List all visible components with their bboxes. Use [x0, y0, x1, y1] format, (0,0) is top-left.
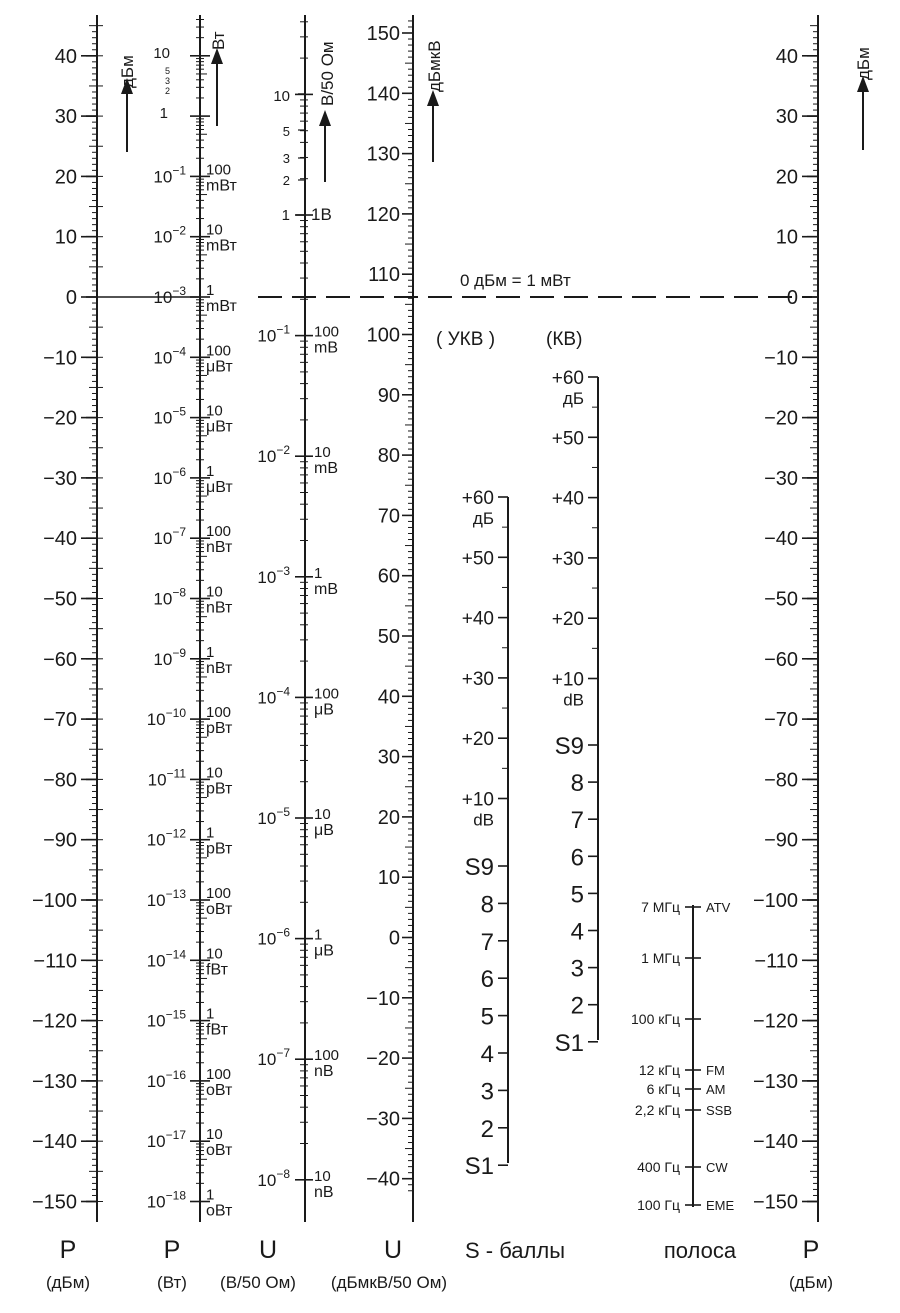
watt-unit-top: 100: [206, 342, 232, 360]
dbm-left-label: −150: [31, 1191, 77, 1214]
watt-unit-label: Вт: [209, 31, 228, 50]
band-mode-label: AM: [706, 1082, 726, 1097]
footer-p-w: P: [163, 1236, 181, 1264]
watt-power-label: $10^{-10}$: [146, 706, 186, 730]
dbuv-label: 70: [377, 505, 400, 528]
dbuv-label: 100: [366, 324, 400, 347]
watt-unit-top: 1: [206, 1005, 215, 1023]
footer-u-dbuv: U: [383, 1236, 403, 1264]
watt-unit-bottom: μВт: [206, 358, 233, 376]
s-vhf-header: ( УКВ ): [436, 329, 496, 350]
footer-u-v-unit: (В/50 Ом): [220, 1273, 296, 1292]
s-hf-db-label: +30: [551, 548, 584, 570]
s-meter-vhf: [462, 488, 508, 1180]
watt-power-label: $10^{-12}$: [146, 826, 186, 850]
band-freq-label: 2,2 кГц: [634, 1102, 680, 1118]
footer-s-points: S - баллы: [464, 1238, 566, 1263]
dbuv-label: 90: [377, 384, 400, 407]
volt-unit-bottom: mB: [314, 580, 338, 598]
watt-power-label: $10^{-15}$: [146, 1007, 186, 1031]
watt-top-3: 3: [164, 76, 170, 86]
dbm-left-label: 30: [54, 106, 77, 129]
volt-unit-label: В/50 Ом: [318, 41, 337, 106]
footer-p-dbm: P: [59, 1236, 77, 1264]
s-vhf-s-label: S1: [464, 1153, 494, 1181]
watt-scale: [147, 19, 238, 1219]
footer-p-dbm-unit: (дБм): [45, 1273, 91, 1292]
dbm-right-label: 0: [786, 287, 798, 309]
dbm-right-label: −130: [752, 1070, 798, 1093]
dbm-left-label: −110: [33, 950, 77, 973]
volt-unit-bottom: nB: [314, 1063, 334, 1081]
dbuv-arrow-label: дБмкВ: [425, 40, 444, 92]
watt-power-label: $10^{-11}$: [147, 766, 186, 790]
watt-unit-bottom: nВт: [206, 599, 233, 617]
footer-band: полоса: [663, 1238, 737, 1263]
dbm-right-label: 40: [775, 45, 798, 68]
volt-unit-top: 1: [314, 926, 323, 944]
dbm-right-label: −70: [764, 709, 798, 732]
s-vhf-db-label: +10: [461, 789, 494, 811]
dbm-right-label: −80: [764, 769, 798, 792]
watt-unit-bottom: oВт: [206, 1142, 233, 1160]
watt-unit-top: 10: [206, 945, 223, 963]
volt-power-label: $10^{-3}$: [257, 563, 290, 587]
dbm-right-label: −140: [752, 1131, 798, 1154]
dbuv-label: 10: [377, 867, 400, 890]
s-meter-hf: [552, 368, 598, 1057]
footer-p-right: P: [802, 1236, 820, 1264]
volt-one-volt-label: 1В: [311, 205, 332, 224]
dbm-left-label: −10: [43, 347, 77, 370]
dbm-right-label: −100: [752, 890, 798, 912]
watt-power-label: $10^{-9}$: [153, 645, 186, 669]
s-vhf-db-unit-top: дБ: [472, 509, 494, 528]
volt-arrow: [319, 110, 331, 182]
dbm-right-label: −50: [764, 588, 798, 611]
band-mode-label: EME: [706, 1198, 735, 1213]
dbm-left-label: −60: [43, 648, 77, 671]
volt-power-label: $10^{-2}$: [257, 443, 290, 467]
watt-unit-bottom: nВт: [206, 539, 233, 557]
dbm-left-label: −30: [43, 467, 77, 490]
s-hf-s-label: 3: [570, 955, 584, 983]
dbm-scale-left: [32, 26, 103, 1214]
dbm-arrow-left: [121, 78, 133, 152]
volt-unit-bottom: nB: [314, 1183, 334, 1201]
watt-power-label: $10^{-6}$: [153, 464, 186, 488]
dbm-left-label: −50: [43, 588, 77, 611]
watt-unit-top: 100: [206, 161, 232, 179]
dbm-left-label: 10: [54, 226, 77, 249]
s-hf-db-label: +50: [551, 428, 584, 450]
watt-unit-top: 10: [206, 1126, 223, 1144]
dbuv-label: 150: [366, 23, 400, 45]
volt-unit-bottom: μB: [314, 701, 334, 719]
s-hf-db-unit-top: дБ: [562, 389, 584, 408]
s-vhf-s-label: 8: [480, 891, 494, 919]
watt-unit-bottom: pВт: [206, 720, 233, 738]
dbm-arrow-left-label: дБм: [118, 55, 137, 88]
watt-unit-top: 1: [206, 824, 215, 842]
dbm-right-label: −30: [764, 467, 798, 490]
dbm-left-label: 40: [54, 45, 77, 68]
watt-arrow: [211, 48, 223, 126]
s-vhf-s-label: 3: [480, 1078, 494, 1106]
watt-unit-bottom: pВт: [206, 840, 233, 858]
watt-unit-bottom: nВт: [206, 659, 233, 677]
s-hf-s-label: 7: [570, 807, 584, 835]
s-hf-db-unit-bottom: dB: [563, 690, 584, 710]
dbuv-label: 120: [366, 203, 400, 226]
zero-dbm-label: 0 дБм = 1 мВт: [460, 271, 571, 290]
dbm-right-label: 20: [775, 166, 798, 189]
footer-p-w-unit: (Вт): [157, 1273, 187, 1292]
watt-power-label: $10^{-14}$: [146, 947, 186, 971]
watt-power-label: $10^{-5}$: [153, 404, 186, 428]
watt-unit-top: 100: [206, 885, 232, 902]
volt-unit-top: 10: [314, 806, 331, 823]
volt-unit-bottom: μB: [314, 942, 334, 960]
watt-unit-bottom: μВт: [206, 418, 233, 436]
dbm-left-label: −100: [31, 890, 77, 912]
watt-top-2: 2: [164, 86, 170, 96]
watt-unit-top: 10: [206, 764, 223, 782]
dbuv-label: 110: [368, 264, 400, 287]
dbm-right-label: 10: [775, 226, 798, 249]
band-freq-label: 1 МГц: [641, 950, 680, 966]
band-freq-label: 12 кГц: [638, 1062, 680, 1078]
s-hf-s-label: 5: [570, 881, 584, 909]
dbm-right-label: −10: [764, 347, 798, 370]
footer-u-v: U: [258, 1236, 278, 1264]
dbm-right-label: −20: [764, 407, 798, 430]
watt-unit-top: 1: [206, 1186, 215, 1204]
s-vhf-s-label: 5: [480, 1003, 494, 1031]
volt-unit-top: 100: [314, 323, 340, 341]
volt-unit-top: 1: [314, 564, 323, 582]
watt-unit-top: 1: [206, 462, 215, 480]
s-hf-s-label: 6: [570, 844, 584, 872]
band-freq-label: 400 Гц: [637, 1159, 680, 1175]
watt-unit-bottom: fВт: [206, 961, 228, 979]
watt-unit-top: 100: [206, 523, 232, 541]
volt-scale: [257, 22, 339, 1201]
volt-unit-top: 10: [314, 1167, 331, 1185]
watt-power-label: $10^{-1}$: [153, 163, 186, 187]
watt-power-label: $10^{-2}$: [153, 223, 186, 247]
watt-top-5: 5: [164, 66, 170, 76]
dbuv-label: −40: [366, 1168, 400, 1191]
watt-unit-top: 100: [206, 1065, 232, 1083]
band-freq-label: 7 МГц: [641, 899, 680, 915]
watt-unit-bottom: fВт: [206, 1021, 228, 1039]
band-mode-label: SSB: [706, 1103, 733, 1118]
dbuv-label: 140: [366, 83, 400, 106]
s-hf-db-label: +20: [551, 609, 584, 631]
dbuv-label: 80: [377, 445, 400, 468]
s-hf-s-label: 2: [570, 992, 584, 1020]
band-mode-label: CW: [706, 1160, 728, 1175]
s-vhf-s-label: 2: [480, 1115, 494, 1143]
watt-unit-bottom: mВт: [206, 237, 237, 255]
dbuv-label: 40: [377, 686, 400, 709]
volt-unit-bottom: mB: [314, 339, 338, 357]
watt-power-label: $10^{-8}$: [153, 585, 186, 609]
volt-top-10: 10: [273, 88, 290, 105]
watt-unit-bottom: oВт: [206, 1202, 233, 1220]
dbuv-label: 0: [388, 927, 400, 950]
watt-power-label: $10^{-3}$: [153, 284, 186, 307]
dbuv-label: −10: [366, 987, 400, 1010]
s-vhf-db-unit-bottom: dB: [473, 810, 494, 830]
s-hf-s-label: 4: [570, 918, 584, 946]
watt-power-label: $10^{-18}$: [146, 1188, 186, 1212]
watt-unit-top: 1: [206, 282, 215, 299]
dbm-arrow-right: [857, 76, 869, 150]
band-freq-label: 6 кГц: [646, 1081, 680, 1097]
volt-unit-top: 100: [314, 1047, 340, 1065]
dbm-right-label: 30: [775, 106, 798, 129]
dbm-left-label: −90: [43, 829, 77, 852]
watt-unit-bottom: pВт: [206, 780, 233, 798]
watt-unit-bottom: mВт: [206, 298, 237, 315]
volt-power-label: $10^{-8}$: [257, 1166, 290, 1190]
dbm-right-label: −120: [752, 1010, 798, 1033]
s-vhf-s-label: S9: [464, 854, 494, 881]
s-vhf-db-label: +20: [461, 729, 494, 751]
volt-top-2: 2: [282, 173, 290, 188]
s-vhf-s-label: 6: [480, 966, 494, 994]
watt-unit-bottom: mВт: [206, 177, 237, 195]
volt-power-label: $10^{-1}$: [257, 322, 290, 346]
dbm-arrow-right-label: дБм: [854, 47, 873, 80]
volt-unit-bottom: mB: [314, 460, 338, 478]
watt-unit-bottom: μВт: [206, 478, 233, 496]
watt-unit-top: 100: [206, 704, 232, 722]
s-hf-db-label: +60: [551, 368, 584, 389]
dbm-left-label: 0: [65, 287, 77, 309]
dbuv-label: −20: [366, 1048, 400, 1071]
watt-power-label: $10^{-4}$: [153, 344, 186, 368]
volt-unit-top: 100: [314, 685, 340, 703]
dbuv-label: 50: [377, 626, 400, 648]
watt-unit-top: 1: [206, 643, 215, 661]
s-hf-header: (КВ): [546, 329, 583, 350]
s-hf-db-label: +40: [551, 488, 584, 510]
band-mode-label: ATV: [706, 900, 731, 915]
watt-top-10: 10: [153, 45, 170, 62]
dbm-left-label: −120: [31, 1010, 77, 1033]
dbuv-label: 60: [377, 565, 400, 588]
volt-power-label: $10^{-5}$: [257, 805, 290, 828]
dbuv-label: 30: [377, 746, 400, 769]
volt-power-label: $10^{-4}$: [257, 684, 290, 708]
dbm-right-label: −40: [764, 528, 798, 551]
volt-unit-bottom: μB: [314, 822, 334, 839]
dbm-right-label: −110: [754, 950, 798, 973]
dbm-right-label: −150: [752, 1191, 798, 1214]
s-hf-s-label: S1: [554, 1029, 584, 1057]
volt-top-1: 1: [281, 207, 290, 224]
s-vhf-db-label: +50: [461, 548, 494, 570]
dbm-left-label: 20: [54, 166, 77, 189]
dbm-scale-right: [753, 26, 818, 1214]
dbm-left-label: −80: [43, 769, 77, 792]
dbm-left-label: −130: [31, 1070, 77, 1093]
dbm-left-label: −20: [43, 407, 77, 430]
watt-power-label: $10^{-13}$: [146, 887, 186, 910]
dbm-left-label: −40: [43, 528, 77, 551]
dbm-right-label: −90: [764, 829, 798, 852]
s-vhf-db-label: +30: [461, 668, 494, 690]
watt-unit-top: 10: [206, 221, 223, 239]
band-freq-label: 100 кГц: [631, 1011, 680, 1027]
s-hf-s-label: S9: [554, 733, 584, 760]
dbuv-label: 130: [366, 143, 400, 166]
watt-top-1: 1: [159, 105, 168, 122]
s-vhf-db-label: +60: [461, 488, 494, 509]
band-mode-label: FM: [706, 1063, 725, 1078]
dbuv-label: −30: [366, 1108, 400, 1131]
dbuv-label: 20: [377, 806, 400, 829]
watt-power-label: $10^{-17}$: [146, 1128, 186, 1152]
dbuv-arrow: [427, 90, 439, 162]
volt-power-label: $10^{-7}$: [257, 1046, 290, 1070]
s-vhf-s-label: 4: [480, 1041, 494, 1068]
watt-unit-bottom: oВт: [206, 901, 233, 918]
watt-unit-top: 10: [206, 583, 223, 601]
volt-unit-top: 10: [314, 444, 331, 462]
band-freq-label: 100 Гц: [637, 1197, 680, 1213]
s-vhf-s-label: 7: [480, 928, 494, 956]
watt-unit-bottom: oВт: [206, 1081, 233, 1099]
watt-power-label: $10^{-7}$: [153, 525, 186, 549]
s-vhf-db-label: +40: [461, 608, 494, 630]
dbm-left-label: −140: [31, 1131, 77, 1154]
volt-top-3: 3: [282, 151, 290, 166]
dbm-right-label: −60: [764, 648, 798, 671]
dbuv-scale: [366, 21, 413, 1191]
bandwidth-scale: [631, 899, 734, 1213]
s-hf-s-label: 8: [570, 770, 584, 798]
footer-p-right-unit: (дБм): [788, 1273, 834, 1292]
s-hf-db-label: +10: [551, 669, 584, 691]
footer-u-dbuv-unit: (дБмкВ/50 Ом): [330, 1273, 448, 1292]
volt-power-label: $10^{-6}$: [257, 925, 290, 949]
watt-unit-top: 10: [206, 402, 223, 420]
dbm-left-label: −70: [43, 709, 77, 732]
watt-power-label: $10^{-16}$: [146, 1067, 186, 1091]
volt-top-5: 5: [282, 124, 290, 139]
